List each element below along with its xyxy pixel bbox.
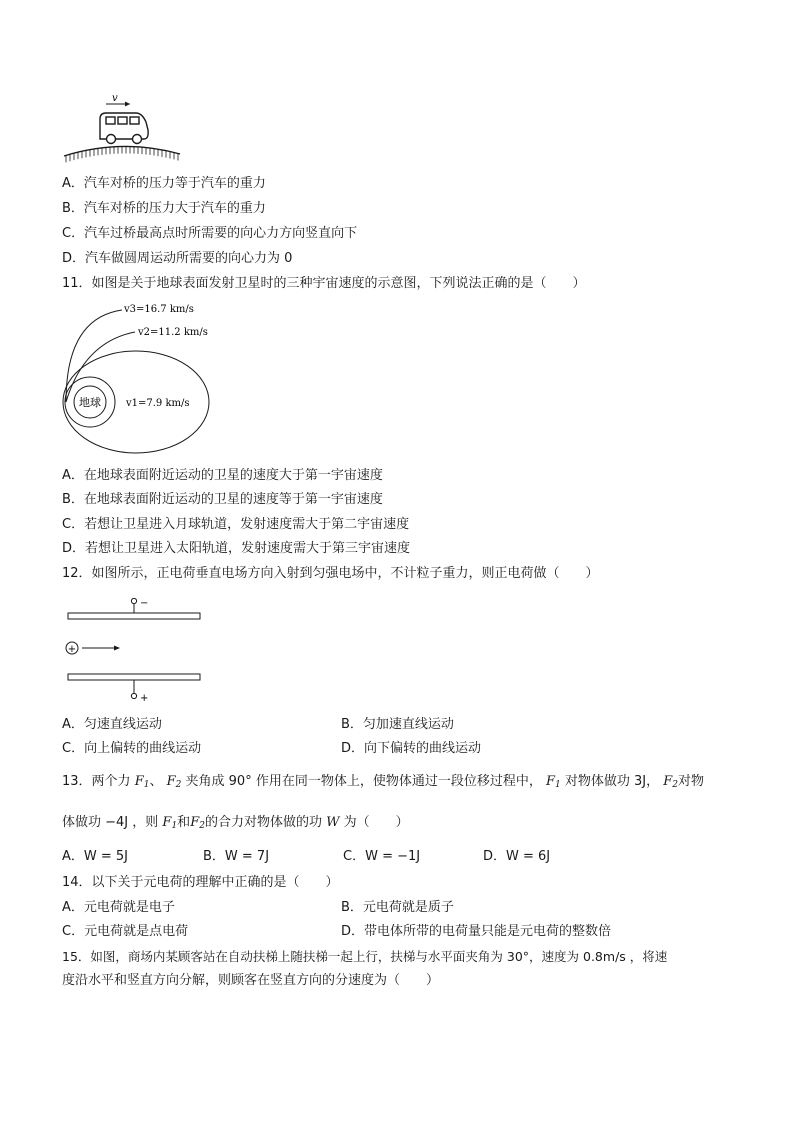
q11-option-b: B．在地球表面附近运动的卫星的速度等于第一宇宙速度 — [62, 492, 383, 507]
q11-option-c: C．若想让卫星进入月球轨道，发射速度需大于第二宇宙速度 — [62, 517, 410, 532]
q13-option-c: C．W = −1J — [343, 849, 421, 864]
top-plate — [68, 613, 200, 619]
q10-option-d: D．汽车做圆周运动所需要的向心力为 0 — [62, 251, 293, 266]
v2-label: v2=11.2 km/s — [138, 327, 208, 338]
electric-field-figure — [60, 590, 210, 705]
f2-symbol: $F_2$ — [663, 774, 679, 790]
velocity-label: v — [112, 93, 118, 104]
q11-stem: 11．如图是关于地球表面发射卫星时的三种宇宙速度的示意图，下列说法正确的是（ ） — [62, 276, 586, 291]
q15-line1: 15．如图，商场内某顾客站在自动扶梯上随扶梯一起上行，扶梯与水平面夹角为 30°，速度为 0.8m/s ，将速 — [62, 949, 668, 964]
q12-option-c: C．向上偏转的曲线运动 — [62, 741, 202, 756]
q13-option-d: D．W = 6J — [483, 849, 551, 864]
velocity-arrowhead — [125, 102, 130, 107]
q10-option-c: C．汽车过桥最高点时所需要的向心力方向竖直向下 — [62, 226, 358, 241]
q15-line2: 度沿水平和竖直方向分解，则顾客在竖直方向的分速度为（ ） — [62, 973, 440, 988]
q12-option-b: B．匀加速直线运动 — [341, 717, 454, 732]
bottom-terminal — [131, 693, 136, 698]
v1-label: v1=7.9 km/s — [126, 398, 190, 409]
bottom-plate — [68, 674, 200, 680]
q13-line2: 体做功 −4J ，则 $F_1$和$F_2$的合力对物体做的功 W 为（ ） — [62, 815, 409, 831]
f2-symbol: $F_2$ — [190, 815, 205, 831]
earth-label: 地球 — [79, 396, 101, 409]
q13-line1: 13．两个力 $F_1$、 $F_2$ 夹角成 90° 作用在同一物体上，使物体通过一段位移过程中， $F_1$ 对物体做功 3J， $F_2$对物 — [62, 774, 705, 790]
car-on-bridge-figure — [60, 92, 185, 164]
q10-option-a: A．汽车对桥的压力等于汽车的重力 — [62, 176, 266, 191]
top-terminal — [131, 598, 136, 603]
f1-symbol: $F_1$ — [134, 774, 150, 790]
cosmic-velocity-figure — [60, 298, 220, 458]
q13-option-b: B．W = 7J — [203, 849, 270, 864]
q14-stem: 14．以下关于元电荷的理解中正确的是（ ） — [62, 875, 339, 890]
f1-symbol: $F_1$ — [545, 774, 561, 790]
f2-symbol: $F_2$ — [166, 774, 182, 790]
f1-symbol: $F_1$ — [162, 815, 178, 831]
q14-option-d: D．带电体所带的电荷量只能是元电荷的整数倍 — [341, 924, 612, 939]
w-symbol: W — [326, 815, 340, 830]
q14-option-a: A．元电荷就是电子 — [62, 900, 175, 915]
q12-option-d: D．向下偏转的曲线运动 — [341, 741, 482, 756]
bridge-hatching — [66, 146, 178, 162]
q14-option-c: C．元电荷就是点电荷 — [62, 924, 189, 939]
bottom-terminal-sign: + — [140, 693, 149, 704]
q14-option-b: B．元电荷就是质子 — [341, 900, 454, 915]
top-terminal-sign: − — [140, 598, 149, 609]
q10-option-b: B．汽车对桥的压力大于汽车的重力 — [62, 201, 266, 216]
v3-label: v3=16.7 km/s — [124, 304, 194, 315]
positive-charge-sign: + — [67, 644, 77, 655]
q11-option-a: A．在地球表面附近运动的卫星的速度大于第一宇宙速度 — [62, 468, 383, 483]
q12-option-a: A．匀速直线运动 — [62, 717, 162, 732]
q13-option-a: A．W = 5J — [62, 849, 129, 864]
car-icon — [100, 113, 148, 144]
q11-option-d: D．若想让卫星进入太阳轨道，发射速度需大于第三宇宙速度 — [62, 541, 411, 556]
q12-stem: 12．如图所示，正电荷垂直电场方向入射到匀强电场中，不计粒子重力，则正电荷做（ ） — [62, 566, 599, 581]
